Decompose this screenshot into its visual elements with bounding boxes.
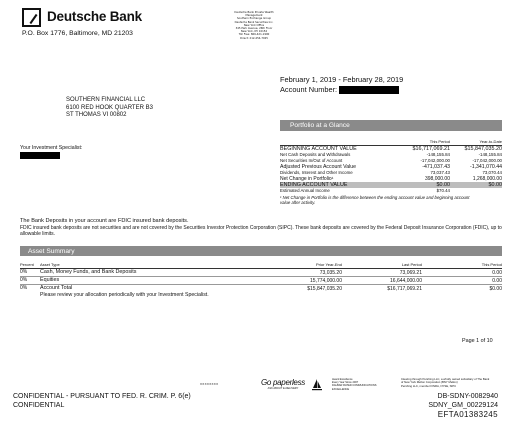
glance-row-value: -17,042,000.00 [472,158,502,163]
glance-row-value: -148,155.84 [426,152,450,157]
col-percent: Percent [20,262,34,267]
footer-code: XXXXXXXX [200,382,219,386]
glance-row-label: Net Change in Portfolio¹ [280,176,334,182]
glance-row-label: Net Securities In/Out of Account [280,158,343,163]
paperless-logo: Go paperless [261,378,305,387]
asset-summary-header-bar [20,246,502,256]
glance-title: Portfolio at a Glance [290,121,350,129]
asset-last: 16,644,000.00 [390,277,422,284]
income-label: Estimated Annual Income [280,188,330,193]
glance-row-value: 73,070.44 [482,170,502,175]
header-contact-block [226,11,282,40]
asset-row [20,277,502,284]
glance-footnote: ¹ Net Change in Portfolio is the difference between the ending account value and beginning account value after activity. [280,195,470,206]
sailboat-icon [312,378,322,390]
col-this-period: This Period [481,262,502,267]
glance-table [280,139,502,206]
asset-prior: $15,847,035.20 [307,285,342,292]
col-prior-year-end: Prior Year-End [315,262,342,267]
bates-number-2: SDNY_GM_00229124 [428,401,498,409]
asset-percent: 0% [20,285,28,291]
asset-percent: 0% [20,277,28,283]
investment-specialist [20,145,82,158]
asset-this: 0.00 [492,269,502,276]
client-address [66,97,153,120]
redaction-bar [339,86,399,94]
header-line: New York Office [243,23,265,27]
award-text: Award Excellence Every Year Since 2007 DALBAR RATED COMMUNICATIONS EXCELLENCE [332,378,377,391]
col-last-period: Last Period [401,262,422,267]
fdic-title: The Bank Deposits in your account are FDIC insured bank deposits. [20,218,189,224]
bank-address: P.O. Box 1776, Baltimore, MD 21203 [22,30,133,37]
confidential-line1: CONFIDENTIAL - PURSUANT TO FED. R. CRIM. P. 6(e) [13,393,191,400]
fdic-text: FDIC insured bank deposits are not securities and are not covered by the Securities Investor Protection Corporation (SIPC). These bank deposits are covered by the Federal Deposit Insurance Corporation (FDIC), up to allowable limits. [20,225,502,238]
paperless-block [261,378,305,390]
glance-row-value: $15,847,035.20 [464,146,502,152]
income-value: $70.44 [436,188,450,193]
fdic-notice [20,218,502,238]
pershing-disclaimer: Clearing through Pershing LLC, a wholly owned subsidiary of The Bank of New York Mellon Corporation (BNY Mellon) Pershing LLC, member FINRA, NYSE, SIPC [401,377,490,388]
page-number: Page 1 of 10 [462,338,493,344]
asset-prior: 15,774,000.00 [310,277,342,284]
glance-row-value: 398,000.00 [424,176,450,182]
header-line: Direct: 212-454-7025 [240,36,268,40]
glance-row-label: BEGINNING ACCOUNT VALUE [280,146,357,152]
account-number-label: Account Number: [280,84,338,94]
asset-type: Equities [40,277,60,283]
header-line: Deutsche Bank Private Wealth Management [234,11,274,18]
client-name: SOUTHERN FINANCIAL LLC [66,97,146,103]
confidential-line2: CONFIDENTIAL [13,401,65,409]
asset-percent: 0% [20,269,28,275]
glance-row-value: -148,155.84 [478,152,502,157]
efta-number: EFTA01383245 [437,410,498,419]
client-city: ST THOMAS VI 00802 [66,112,127,119]
header-line: New York, NY 10154 [240,30,268,34]
header-line: 345 Park Avenue, 26th Floor [235,27,273,31]
glance-income-row [280,188,502,194]
bank-name: Deutsche Bank [47,9,142,24]
glance-col-ytd: Year-to-Date [479,139,502,144]
asset-summary-table [20,262,502,299]
asset-last: 73,069.21 [399,269,422,276]
glance-row-value: -17,042,000.00 [420,158,450,163]
header-line: Toll Free: 866-421-1990 [238,33,270,37]
glance-col-this-period: This Period [429,139,450,144]
glance-row-label: Adjusted Previous Account Value [280,164,357,170]
paperless-sub: ASK ABOUT E-DELIVERY [267,387,299,390]
bates-number-1: DB-SDNY-0082940 [437,393,498,400]
glance-row-value: $16,717,069.21 [412,146,450,152]
glance-row-value: 1,268,000.00 [472,176,502,182]
ending-value-ytd: $0.00 [488,182,502,188]
asset-summary-title: Asset Summary [28,247,75,255]
specialist-label: Your Investment Specialist: [20,145,83,151]
redaction-bar [20,152,60,159]
asset-type: Account Total [40,285,73,291]
glance-row-value: 73,037.43 [430,170,450,175]
col-asset-type: Asset Type [40,262,60,267]
asset-this: 0.00 [492,277,502,284]
confidential-stamp [13,393,191,410]
glance-row-label: Net Cash Deposits and Withdrawals [280,152,351,157]
asset-last: $16,717,069.21 [387,285,422,292]
asset-row [20,269,502,276]
glance-row-value: -1,341,070.44 [469,164,502,170]
asset-type: Cash, Money Funds, and Bank Deposits [40,269,137,275]
statement-period-block [280,75,403,94]
asset-prior: 73,035.20 [319,269,342,276]
header-line: Southern Exchange Group [236,17,272,21]
bates-stamp [408,393,498,410]
asset-review-note: Please review your allocation periodically with your Investment Specialist. [40,292,209,298]
client-street: 6100 RED HOOK QUARTER B3 [66,104,153,111]
asset-total-row [20,285,502,292]
glance-row-label: Dividends, Interest and Other Income [280,170,353,175]
statement-period: February 1, 2019 - February 28, 2019 [280,75,404,84]
glance-row-value: -471,037.43 [422,164,450,170]
deutsche-bank-logo-icon [22,8,41,27]
ending-value-this-period: $0.00 [436,182,450,188]
ending-value-label: ENDING ACCOUNT VALUE [280,182,348,188]
asset-this: $0.00 [489,285,502,292]
header-line: Deutsche Bank Securities Inc. [234,20,274,24]
